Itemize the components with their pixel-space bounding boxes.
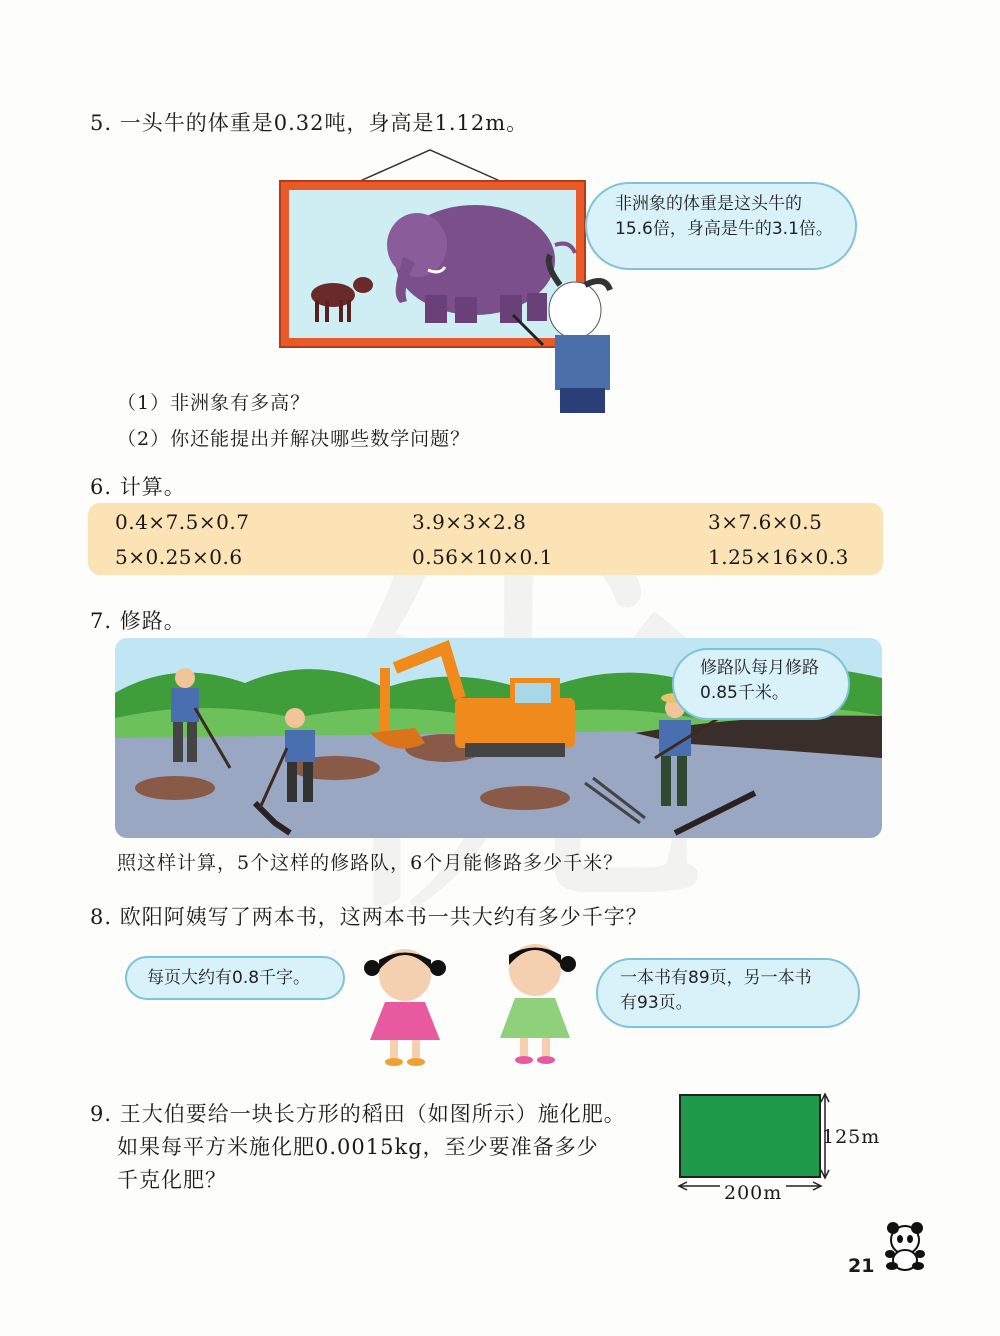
q7-question: 照这样计算，5个这样的修路队，6个月能修路多少千米？ — [117, 852, 624, 874]
q6-expr-3: 3×7.6×0.5 — [708, 510, 823, 534]
q6-expr-2: 3.9×3×2.8 — [412, 510, 527, 534]
q9-line1: 9. 王大伯要给一块长方形的稻田（如图所示）施化肥。 — [90, 1102, 626, 1126]
q6-expr-6: 1.25×16×0.3 — [708, 545, 849, 569]
q8-bubble-right — [596, 958, 860, 1028]
q6-expr-4: 5×0.25×0.6 — [115, 545, 243, 569]
q5-sub2: （2）你还能提出并解决哪些数学问题？ — [117, 428, 471, 450]
q7-speech-bubble — [672, 648, 850, 720]
q5-illustration — [275, 145, 635, 415]
q5-sub1: （1）非洲象有多高？ — [117, 392, 311, 414]
q8-title: 8. 欧阳阿姨写了两本书，这两本书一共大约有多少千字？ — [90, 905, 648, 929]
girl-left — [364, 949, 446, 1066]
q9-line3: 千克化肥？ — [117, 1168, 227, 1192]
q8-bubble-left — [125, 956, 345, 1000]
q6-expr-1: 0.4×7.5×0.7 — [115, 510, 250, 534]
panda-icon — [880, 1218, 930, 1273]
q9-height-label: 125m — [822, 1126, 881, 1148]
q9-width-label: 200m — [720, 1182, 786, 1204]
q5-bubble-line2: 15.6倍，身高是牛的3.1倍。 — [615, 219, 833, 239]
q9-line2: 如果每平方米施化肥0.0015kg，至少要准备多少 — [117, 1135, 599, 1159]
q7-bubble-line1: 修路队每月修路 — [700, 658, 819, 678]
rice-field-rect — [680, 1095, 820, 1177]
q8-girls-illustration — [350, 940, 600, 1070]
q7-bubble-line2: 0.85千米。 — [700, 683, 789, 703]
q6-title: 6. 计算。 — [90, 475, 186, 499]
q8-bubble-left-text: 每页大约有0.8千字。 — [147, 968, 311, 988]
q5-speech-bubble — [585, 182, 857, 270]
q8-bubble-right-line1: 一本书有89页，另一本书 — [620, 968, 812, 988]
q6-expr-5: 0.56×10×0.1 — [412, 545, 553, 569]
q5-bubble-line1: 非洲象的体重是这头牛的 — [615, 194, 802, 214]
page-number: 21 — [848, 1255, 875, 1277]
girl-right — [500, 944, 576, 1064]
q8-bubble-right-line2: 有93页。 — [620, 993, 693, 1013]
q7-title: 7. 修路。 — [90, 609, 186, 633]
q5-title: 5. 一头牛的体重是0.32吨，身高是1.12m。 — [90, 111, 529, 135]
